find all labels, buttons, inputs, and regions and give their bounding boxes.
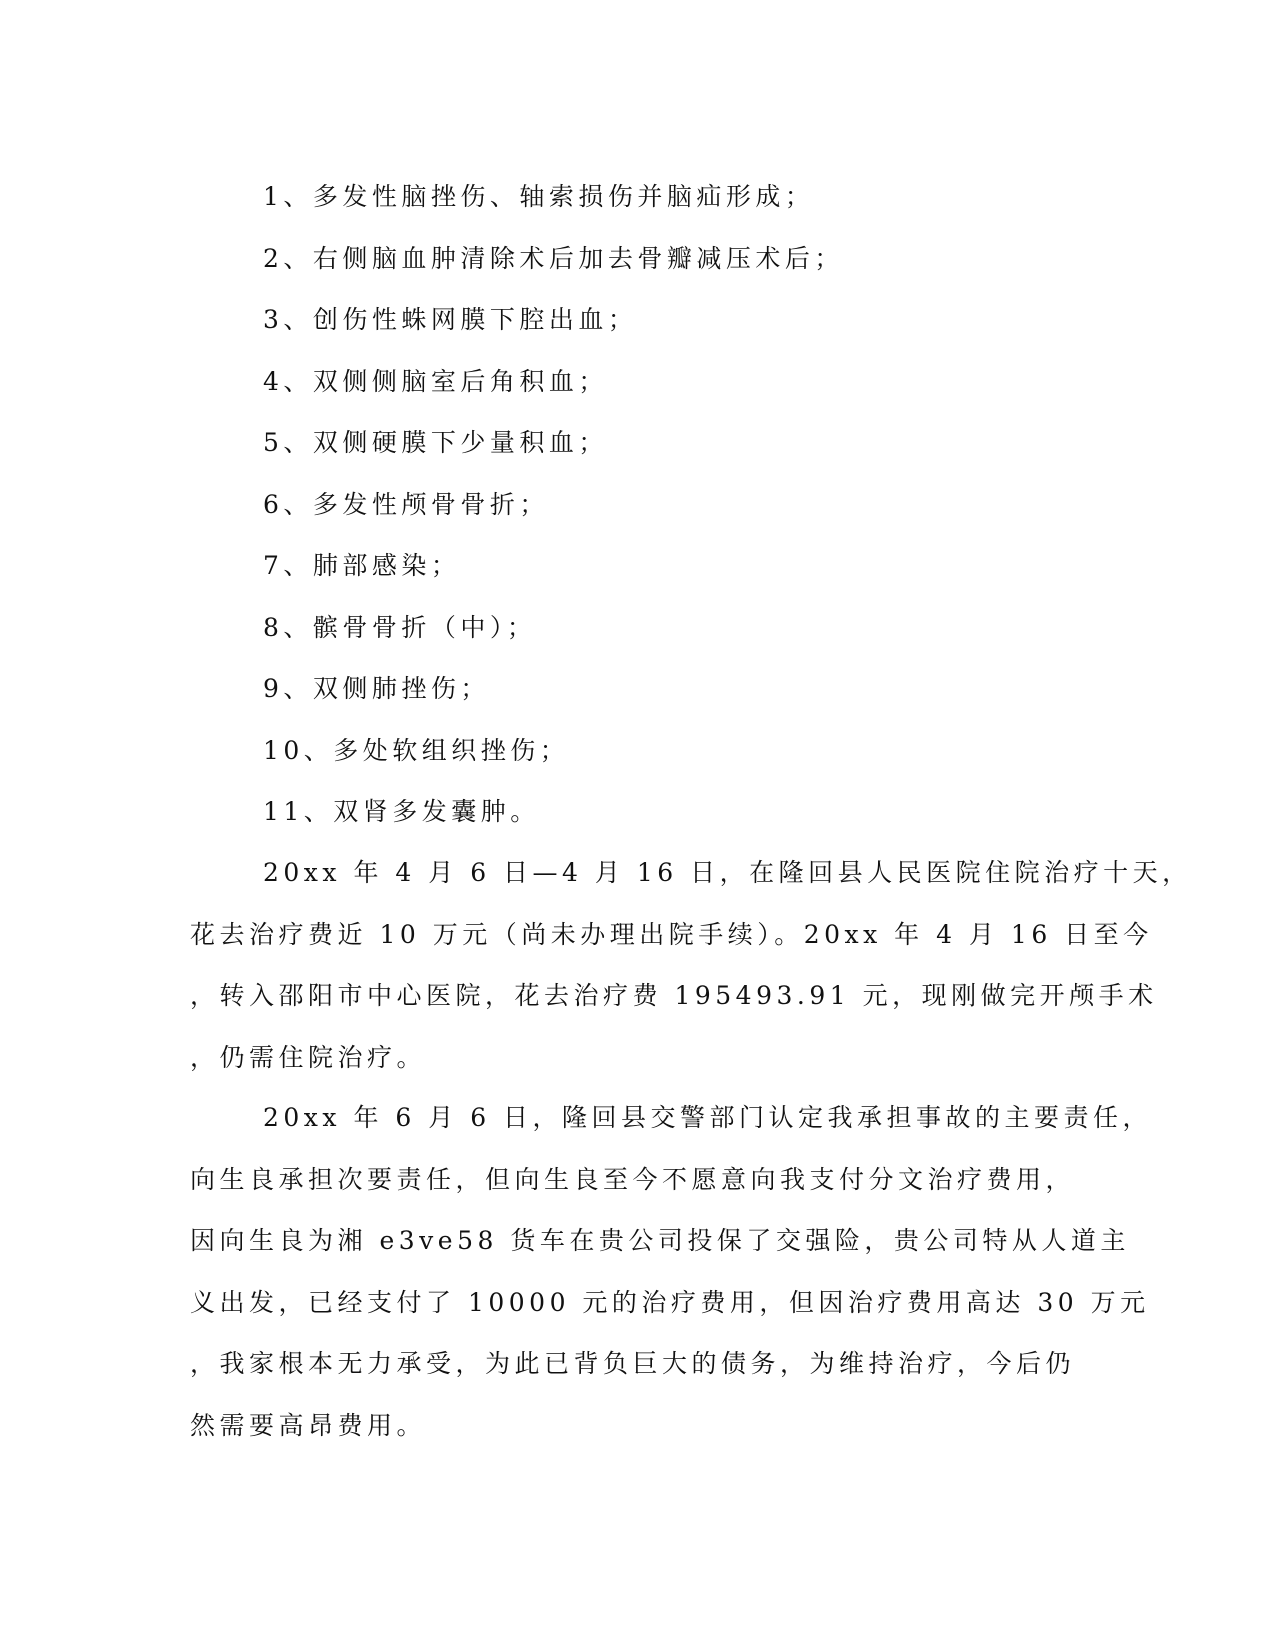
paragraph-line: ，我家根本无力承受，为此已背负巨大的债务，为维持治疗，今后仍 bbox=[190, 1349, 1076, 1378]
paragraph-line: 20xx 年 4 月 6 日—4 月 16 日，在隆回县人民医院住院治疗十天， bbox=[263, 858, 1192, 887]
list-item: 3、创伤性蛛网膜下腔出血； bbox=[263, 305, 638, 334]
paragraph-line: 因向生良为湘 e3ve58 货车在贵公司投保了交强险，贵公司特从人道主 bbox=[190, 1226, 1130, 1255]
list-item: 4、双侧侧脑室后角积血； bbox=[263, 366, 608, 396]
list-item: 9、双侧肺挫伤； bbox=[263, 674, 490, 703]
paragraph-line: ，转入邵阳市中心医院，花去治疗费 195493.91 元，现刚做完开颅手术 bbox=[190, 981, 1158, 1010]
list-item: 11、双肾多发囊肿。 bbox=[263, 797, 540, 826]
liability-paragraph bbox=[190, 1087, 1153, 1456]
paragraph-line: 花去治疗费近 10 万元（尚未办理出院手续）。20xx 年 4 月 16 日至今 bbox=[190, 919, 1153, 949]
list-item: 10、多处软组织挫伤； bbox=[263, 735, 570, 765]
list-item: 2、右侧脑血肿清除术后加去骨瓣减压术后； bbox=[263, 243, 844, 273]
diagnosis-list bbox=[263, 166, 844, 843]
list-item: 7、肺部感染； bbox=[263, 551, 461, 580]
list-item: 8、髌骨骨折（中）； bbox=[263, 612, 537, 642]
list-item: 1、多发性脑挫伤、轴索损伤并脑疝形成； bbox=[263, 182, 815, 211]
paragraph-line: 然需要高昂费用。 bbox=[190, 1410, 427, 1440]
treatment-cost-paragraph bbox=[190, 842, 1192, 1088]
list-item: 6、多发性颅骨骨折； bbox=[263, 489, 549, 519]
paragraph-line: 20xx 年 6 月 6 日，隆回县交警部门认定我承担事故的主要责任， bbox=[263, 1103, 1153, 1132]
paragraph-line: 义出发，已经支付了 10000 元的治疗费用，但因治疗费用高达 30 万元 bbox=[190, 1287, 1150, 1317]
paragraph-line: 向生良承担次要责任，但向生良至今不愿意向我支付分文治疗费用， bbox=[190, 1164, 1076, 1194]
paragraph-line: ，仍需住院治疗。 bbox=[190, 1042, 427, 1072]
list-item: 5、双侧硬膜下少量积血； bbox=[263, 428, 608, 457]
